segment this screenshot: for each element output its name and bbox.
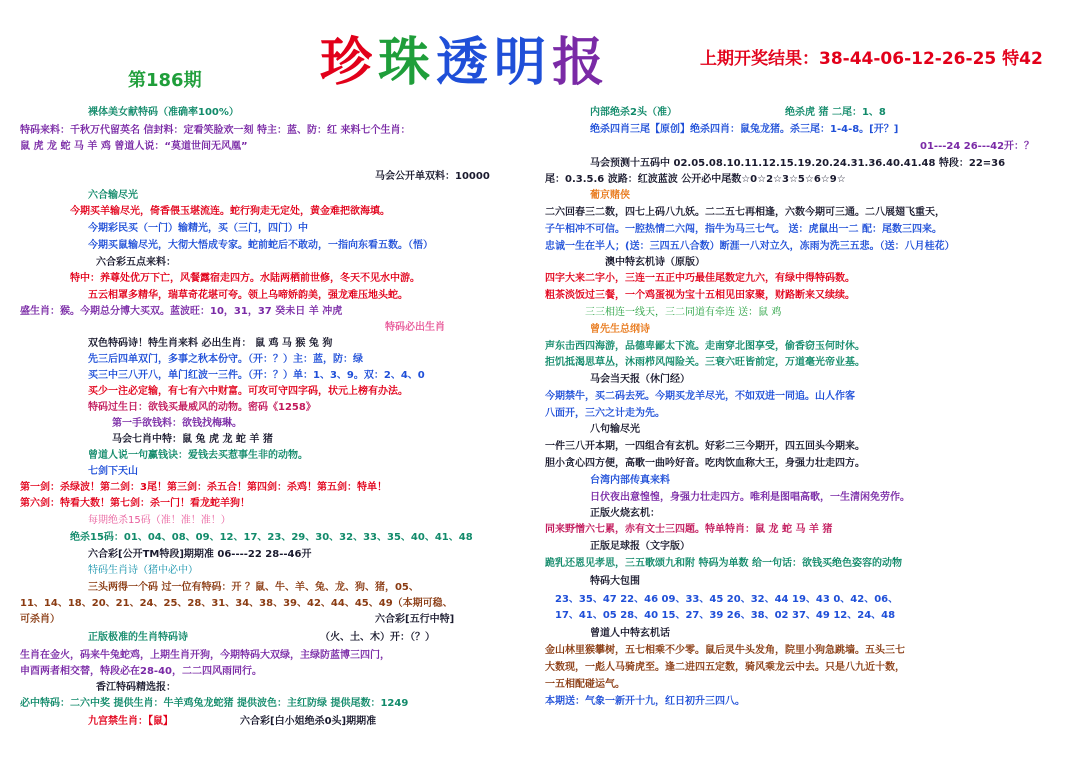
right-line: 正版火烧玄机： bbox=[590, 508, 660, 519]
title-char-2: 珠 bbox=[378, 32, 437, 93]
right-line: 尾：0.3.5.6 波路：红波蓝波 公开必中尾数☆0☆2☆3☆5☆6☆9☆ bbox=[545, 174, 846, 185]
left-line: 正版极准的生肖特码诗 bbox=[88, 632, 188, 643]
left-line: 第一手欲钱料：欲钱找梅琳。 bbox=[112, 418, 242, 429]
title-char-3: 透 bbox=[436, 32, 495, 93]
title-char-5: 报 bbox=[552, 32, 611, 93]
left-line: 七剑下天山 bbox=[88, 466, 138, 477]
right-line: 二六回春三二数，四七上码八九妖。二二五七再相逢，六数今期可三通。二八展翅飞重天， bbox=[545, 207, 945, 218]
left-line: 绝杀15码：01、04、08、09、12、17、23、29、30、32、33、35、40、41、48 bbox=[70, 532, 473, 543]
right-line: 17、41、05 28、40 15、27、39 26、38、02 37、49 12、24、48 bbox=[555, 610, 896, 621]
left-line: 必中特码：二六中奖 提供生肖：牛羊鸡兔龙蛇猪 提供波色：主红防绿 提供尾数：1249 bbox=[20, 698, 409, 709]
left-line: 六合彩[公开TM特段]期期准 06----22 28--46开 bbox=[88, 549, 312, 560]
right-line: 日伏夜出意惶惶，身强力壮走四方。唯利是图唱高歌，一生清闲免劳作。 bbox=[590, 492, 910, 503]
left-line: 六合彩[五行中特] bbox=[375, 614, 455, 625]
right-line: 四字大来二字小，三连一五正中巧最佳尾数定九六，有绿中得特码数。 bbox=[545, 273, 855, 284]
left-line: 特码来料：千秋万代留英名 信封料：定看笑脸欢一刻 特主：蓝、防：红 来料七个生肖： bbox=[20, 125, 411, 136]
left-line: 马会公开单双料：10000 bbox=[375, 171, 490, 182]
right-line: 正版足球报（文字版） bbox=[590, 541, 690, 552]
right-line: 子午相冲不可信。一腔热情二六闯，指牛为马三七气。 送：虎鼠出一二 配：尾数三四来。 bbox=[545, 224, 942, 235]
right-line: 马会预测十五码中 02.05.08.10.11.12.15.19.20.24.31.36.40.41.48 特段：22=36 bbox=[590, 158, 1006, 169]
left-line: 今期买鼠输尽光，大彻大悟成专家。蛇前蛇后不敢动，一指向东看五数。（悟） bbox=[88, 240, 433, 251]
right-line: 粗茶淡饭过三餐，一个鸡蛋视为宝十五相见田家聚，财路断来又续续。 bbox=[545, 290, 855, 301]
right-line: 曾先生总纲诗 bbox=[590, 324, 650, 335]
right-line: 忠诚一生在半人；(送：三四五八合数）断涯一八对立久，冻雨为洗三五悲。（送：八月桂花） bbox=[545, 241, 955, 252]
left-line: 可杀肖） bbox=[20, 614, 60, 625]
title-char-4: 明 bbox=[494, 32, 553, 93]
left-line: 第六剑：特看大数！第七剑：杀一门！看龙蛇羊狗！ bbox=[20, 498, 250, 509]
left-line: 第一剑：杀绿波！第二剑：3尾！第三剑：杀五合！第四剑：杀鸡！第五剑：特单！ bbox=[20, 482, 387, 493]
left-line: 特码必出生肖 bbox=[385, 322, 445, 333]
left-line: 六合输尽光 bbox=[88, 190, 138, 201]
left-line: 六合彩五点来料： bbox=[96, 257, 176, 268]
right-line: 金山林里猴攀树，五七相乘不少零。鼠后灵牛头发角，院里小狗急跳墙。五头三七 bbox=[545, 645, 905, 656]
left-line: 今期彩民买（一门）输精光，买（三门，四门）中 bbox=[88, 223, 308, 234]
right-line: 澳中特玄机诗（原版） bbox=[605, 257, 705, 268]
right-line: 特码大包围 bbox=[590, 576, 640, 587]
left-line: 每期绝杀15码（准！准！准！） bbox=[88, 515, 231, 526]
right-line: 跪乳还恩见孝思，三五歌颂九和附 特码为单数 给一句话：欲钱买绝色姿容的动物 bbox=[545, 558, 902, 569]
left-line: 特码过生日：欲钱买最威风的动物。密码《1258》 bbox=[88, 402, 316, 413]
left-line: 香江特码精选报： bbox=[96, 682, 176, 693]
right-line: 葡京赌侠 bbox=[590, 190, 630, 201]
right-line: 一件三八开本期，一四组合有玄机。好彩二三今期开，四五回头今期来。 bbox=[545, 441, 865, 452]
right-line: 八面开，三六之计走为先。 bbox=[545, 408, 665, 419]
right-line: 01---24 26---42开：？ bbox=[920, 141, 1035, 152]
left-line: 盛生肖：猴。今期总分博大买双。蓝波旺：10，31，37 癸未日 羊 冲虎 bbox=[20, 306, 343, 317]
left-line: 特中：养尊处优万下亡，风餐露宿走四方。水陆两栖前世修，冬天不见水中游。 bbox=[70, 273, 420, 284]
left-line: 鼠 虎 龙 蛇 马 羊 鸡 曾道人说：“莫道世间无风凰” bbox=[20, 141, 248, 152]
left-line: 买三中三八开八，单门红波一三件。（开：？）单：1、3、9。双：2、4、0 bbox=[88, 370, 425, 381]
right-line: 大数现，一彪人马骑虎至。逢二进四五定数，骑风乘龙云中去。只是八九近十数， bbox=[545, 662, 905, 673]
left-line: 双色特码诗！特生肖来料 必出生肖： 鼠 鸡 马 猴 兔 狗 bbox=[88, 338, 333, 349]
right-line: 胆小贪心四方便，高歌一曲吟好音。吃肉饮血称大王，身强力壮走四方。 bbox=[545, 458, 865, 469]
left-line: 裸体美女献特码（准确率100%） bbox=[88, 107, 239, 118]
right-line: 拒饥抵渴思草丛，沐雨栉风闯险关。三衰六旺皆前定，万道毫光帝业基。 bbox=[545, 357, 865, 368]
newspaper-title bbox=[320, 20, 610, 95]
left-line: 马会七肖中特：鼠 兔 虎 龙 蛇 羊 猪 bbox=[112, 434, 273, 445]
title-char-1: 珍 bbox=[320, 32, 379, 93]
right-line: 台湾内部传真来料 bbox=[590, 475, 670, 486]
right-line: 绝杀四肖三尾【原创】绝杀四肖：鼠兔龙猪。杀三尾：1-4-8。[开？] bbox=[590, 124, 899, 135]
right-line: 八句输尽光 bbox=[590, 424, 640, 435]
left-line: 九宫禁生肖：【鼠】 bbox=[88, 716, 173, 727]
left-line: 申酉两者相交替，特段必在28-40，二二四风雨同行。 bbox=[20, 666, 262, 677]
right-line: 声东击西四海游，品德卑鄙太下流。走南穿北图享受，偷香窃玉何时休。 bbox=[545, 341, 865, 352]
last-result: 上期开奖结果：38-44-06-12-26-25 特42 bbox=[700, 49, 1043, 69]
right-line: 一五相配碰运气。 bbox=[545, 679, 625, 690]
left-line: 先三后四单双门，多事之秋本份守。（开：？）主：蓝，防：绿 bbox=[88, 354, 363, 365]
left-line: 生肖在金火，码来牛兔蛇鸡，上期生肖开狗，今期特码大双绿，主绿防蓝博三四门， bbox=[20, 650, 390, 661]
issue-number: 第186期 bbox=[128, 70, 202, 91]
right-line: 内部绝杀2头（准） bbox=[590, 107, 677, 118]
right-line: 马会当天报（休门经） bbox=[590, 374, 690, 385]
left-line: 11、14、18、20、21、24、25、28、31、34、38、39、42、44、45、49（本期可稳、 bbox=[20, 598, 453, 609]
right-line: 同来野憎六七累，赤有文士三四题。特单特肖：鼠 龙 蛇 马 羊 猪 bbox=[545, 524, 833, 535]
left-line: 六合彩[白小姐绝杀0头]期期准 bbox=[240, 716, 377, 727]
left-line: 今期买羊输尽光，倚香偎玉堪流连。蛇行狗走无定处，黄金难把欲海填。 bbox=[70, 206, 390, 217]
left-line: （火、土、木）开：（？） bbox=[320, 632, 435, 643]
right-line: 绝杀虎 猪 二尾：1、8 bbox=[785, 107, 886, 118]
right-line: 本期送：气象一新开十九，红日初升三四八。 bbox=[545, 696, 745, 707]
left-line: 三头两得一个码 过一位有特码：开 ？鼠、牛、羊、兔、龙、狗、猪，05、 bbox=[88, 582, 419, 593]
right-line: 今期禁牛，买二码去死。今期买龙羊尽光，不如双进一同追。山人作客 bbox=[545, 391, 855, 402]
left-line: 曾道人说一句赢钱诀：爱钱去买惹事生非的动物。 bbox=[88, 450, 308, 461]
right-line: 23、35、47 22、46 09、33、45 20、32、44 19、43 0、42、06、 bbox=[555, 594, 899, 605]
left-line: 特码生肖诗（猪中必中） bbox=[88, 565, 198, 576]
right-line: 三三相连一线天，三二同道有牵连 送：鼠 鸡 bbox=[585, 307, 782, 318]
left-line: 买少一注必定输，有七有六中财富。可攻可守四字码，状元上榜有办法。 bbox=[88, 386, 408, 397]
right-line: 曾道人中特玄机话 bbox=[590, 628, 670, 639]
left-line: 五云相罩多精华，瑞草奇花堪可夸。领上乌啼娇韵美，强龙难压地头蛇。 bbox=[88, 290, 408, 301]
